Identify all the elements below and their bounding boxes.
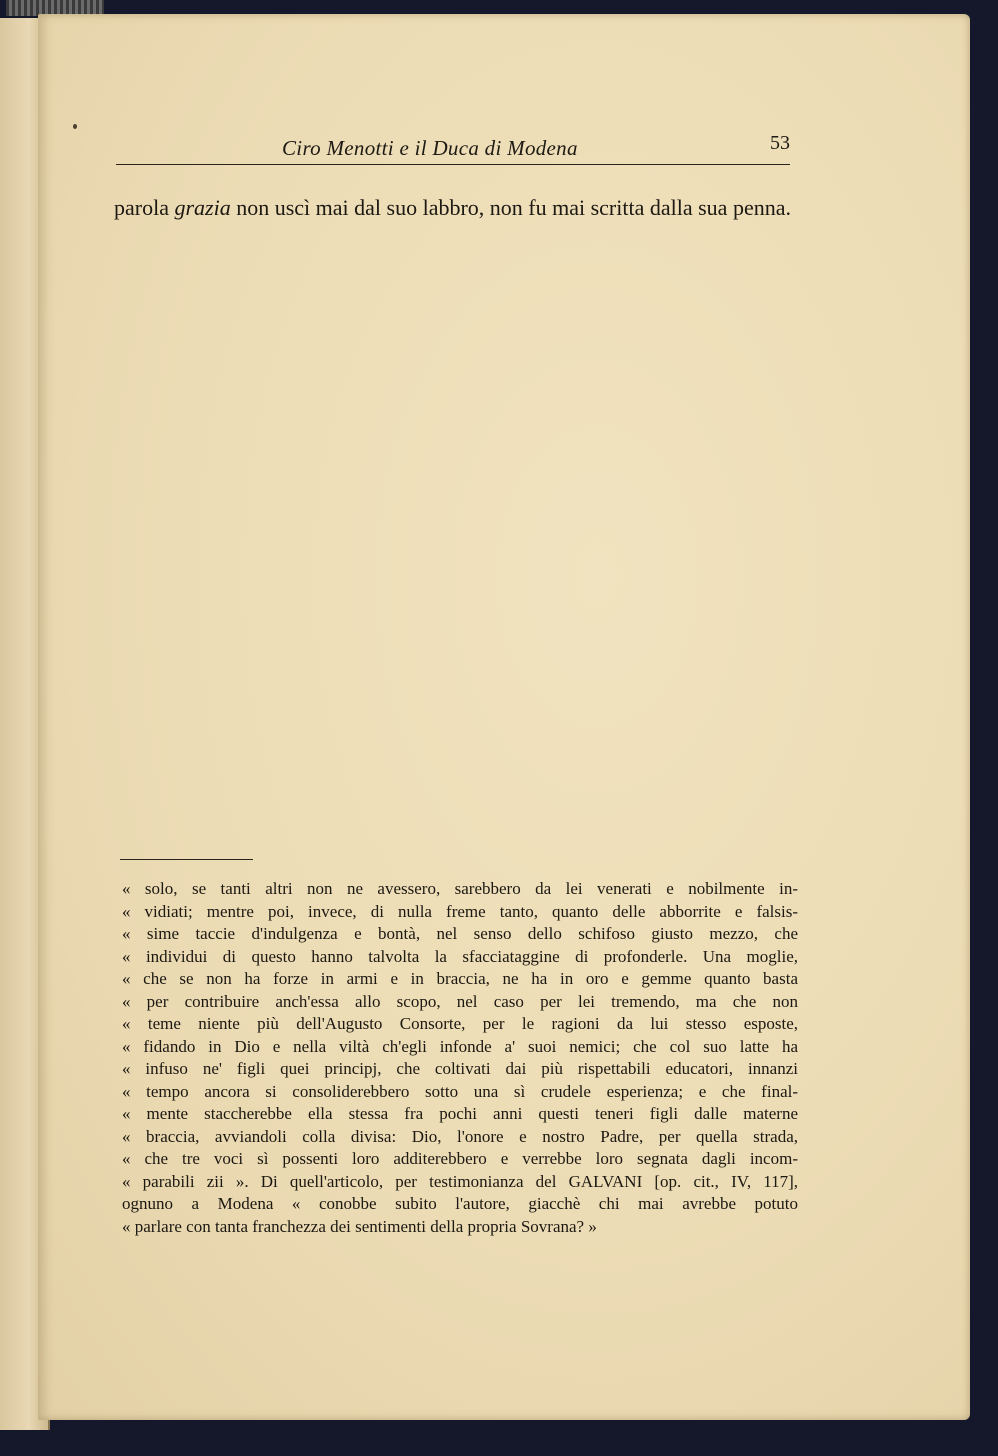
italic-word: grazia [174,195,231,220]
footnote-line: « tempo ancora si consoliderebbero sotto una sì crudele esperienza; e che final- [122,1081,798,1101]
body-paragraph [114,192,792,224]
footnote-line: « mente staccherebbe ella stessa fra pochi anni questi teneri figli dalle materne [122,1104,798,1123]
footnote-line: « che se non ha forze in armi e in braccia, ne ha in oro e gemme quanto basta [122,969,798,988]
body-text-start: parola [114,195,175,220]
footnote-line: « sime taccie d'indulgenza e bontà, nel senso dello schifoso giusto mezzo, che [122,924,798,943]
running-title: Ciro Menotti e il Duca di Modena [282,136,578,160]
paper-speck [73,124,77,129]
footnote-line: « individui di questo hanno talvolta la sfacciataggine di profonderle. Una moglie, [122,946,798,966]
footnote-block [122,878,798,1238]
footnote-line: « per contribuire anch'essa allo scopo, nel caso per lei tremendo, ma che non [122,991,798,1011]
footnote-line: ognuno a Modena « conobbe subito l'autore, giacchè chi mai avrebbe potuto [122,1194,798,1213]
footnote-line: « parabili zii ». Di quell'articolo, per testimonianza del GALVANI [op. cit., IV, 117], [122,1171,798,1191]
footnote-line: « teme niente più dell'Augusto Consorte, per le ragioni da lui stesso esposte, [122,1014,798,1033]
footnote-separator [120,859,253,860]
footnote-line: « infuso ne' figli quei principj, che coltivati dai più rispettabili educatori, innanzi [122,1059,798,1078]
page-header [116,132,790,165]
footnote-line: « braccia, avviandoli colla divisa: Dio, l'onore e nostro Padre, per quella strada, [122,1126,798,1146]
page-number: 53 [770,132,790,154]
footnote-line: « fidando in Dio e nella viltà ch'egli infonde a' suoi nemici; che col suo latte ha [122,1036,798,1056]
footnote-line: « parlare con tanta franchezza dei sentimenti della propria Sovrana? » [122,1216,597,1236]
body-text-end: non uscì mai dal suo labbro, non fu mai scritta dalla sua penna. [230,195,791,220]
footnote-line: « solo, se tanti altri non ne avessero, sarebbero da lei venerati e nobilmente in- [122,879,798,898]
footnote-line: « che tre voci sì possenti loro additerebbero e verrebbe loro segnata dagli incom- [122,1149,798,1168]
footnote-line: « vidiati; mentre poi, invece, di nulla freme tanto, quanto delle abborrite e falsis- [122,901,798,921]
